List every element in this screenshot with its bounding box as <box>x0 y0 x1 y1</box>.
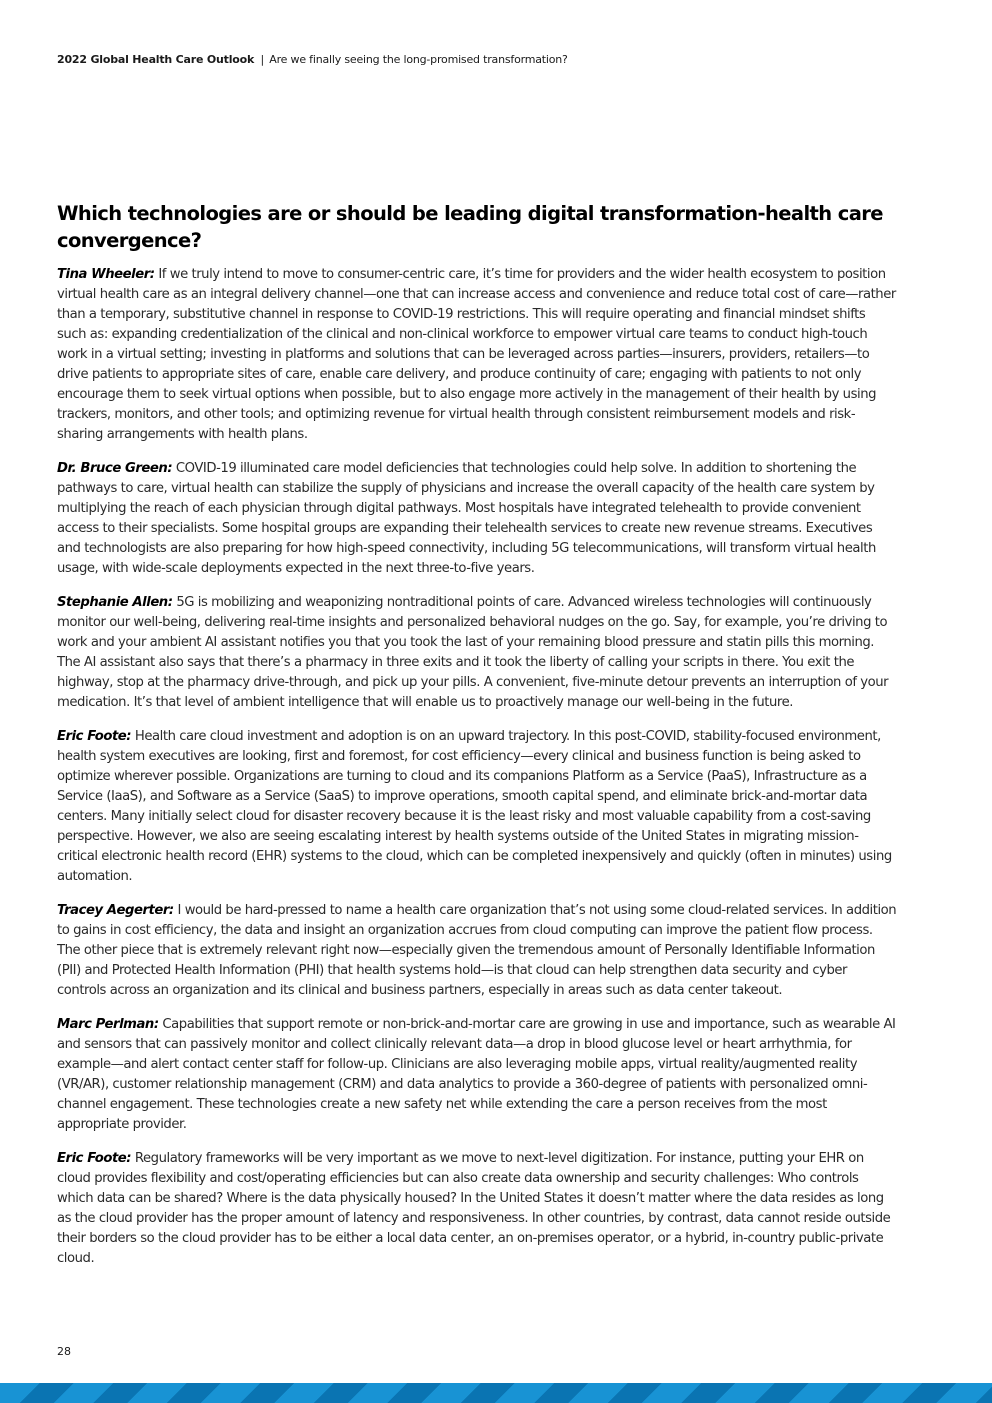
paragraph <box>57 1015 897 1135</box>
paragraph <box>57 459 897 579</box>
speaker-name: Eric Foote: <box>57 729 132 744</box>
paragraph-text: Regulatory frameworks will be very important as we move to next-level digitization. For instance, putting your EHR on cloud provides flexibility and cost/operating efficiencies but can also create data ownership and security challenges: Who controls which data can be shared? Where is the data physically housed? In the United States it doesn’t matter where the data resides as long as the cloud provider has the proper amount of latency and responsiveness. In other countries, by contrast, data cannot reside outside their borders so the cloud provider has to be either a local data center, an on-premises operator, or a hybrid, in-country public-private cloud. <box>57 1151 891 1266</box>
header-separator: | <box>260 53 264 66</box>
section-heading: Which technologies are or should be leading digital transformation-health care convergence? <box>57 202 883 252</box>
publication-subtitle: Are we finally seeing the long-promised transformation? <box>269 53 568 66</box>
running-header <box>57 53 568 66</box>
paragraph-text: I would be hard-pressed to name a health care organization that’s not using some cloud-related services. In addition to gains in cost efficiency, the data and insight an organization accrues from cloud computing can improve the patient flow process. The other piece that is extremely relevant right now—especially given the tremendous amount of Personally Identifiable Information (PII) and Protected Health Information (PHI) that health systems hold—is that cloud can help strengthen data security and cyber controls across an organization and its clinical and business partners, especially in areas such as data center takeout. <box>57 903 897 998</box>
paragraph-text: Capabilities that support remote or non-brick-and-mortar care are growing in use and importance, such as wearable AI and sensors that can passively monitor and collect clinically relevant data—a drop in blood glucose level or heart arrhythmia, for example—and alert contact center staff for follow-up. Clinicians are also leveraging mobile apps, virtual reality/augmented reality (VR/AR), customer relationship management (CRM) and data analytics to provide a 360-degree of patients with personalized omni-channel engagement. These technologies create a new safety net while extending the care a person receives from the most appropriate provider. <box>57 1017 896 1132</box>
paragraph-text: Health care cloud investment and adoption is on an upward trajectory. In this post-COVID, stability-focused environment, health system executives are looking, first and foremost, for cost efficiency—every clinical and business function is being asked to optimize wherever possible. Organizations are turning to cloud and its companions Platform as a Service (PaaS), Infrastructure as a Service (IaaS), and Software as a Service (SaaS) to improve operations, smooth capital spend, and eliminate brick-and-mortar data centers. Many initially select cloud for disaster recovery because it is the least risky and most valuable capability from a cost-saving perspective. However, we also are seeing escalating interest by health systems outside of the United States in migrating mission-critical electronic health record (EHR) systems to the cloud, which can be completed inexpensively and quickly (often in minutes) using automation. <box>57 729 892 884</box>
speaker-name: Tina Wheeler: <box>57 267 155 282</box>
paragraph <box>57 1149 897 1269</box>
speaker-name: Eric Foote: <box>57 1151 132 1166</box>
paragraph-text: COVID-19 illuminated care model deficiencies that technologies could help solve. In addition to shortening the pathways to care, virtual health can stabilize the supply of physicians and increase the overall capacity of the health care system by multiplying the reach of each physician through digital pathways. Most hospitals have integrated telehealth to provide convenient access to their specialists. Some hospital groups are expanding their telehealth services to create new revenue streams. Executives and technologists are also preparing for how high-speed connectivity, including 5G telecommunications, will transform virtual health usage, with wide-scale deployments expected in the next three-to-five years. <box>57 461 876 576</box>
paragraph-text: 5G is mobilizing and weaponizing nontraditional points of care. Advanced wireless technologies will continuously monitor our well-being, delivering real-time insights and personalized behavioral nudges on the go. Say, for example, you’re driving to work and your ambient AI assistant notifies you that you took the last of your remaining blood pressure and statin pills this morning. The AI assistant also says that there’s a pharmacy in three exits and it took the liberty of calling your scripts in there. You exit the highway, stop at the pharmacy drive-through, and pick up your pills. A convenient, five-minute detour prevents an interruption of your medication. It’s that level of ambient intelligence that will enable us to proactively manage our well-being in the future. <box>57 595 889 710</box>
speaker-name: Dr. Bruce Green: <box>57 461 173 476</box>
footer-stripe-band <box>0 1383 992 1403</box>
paragraph-text: If we truly intend to move to consumer-centric care, it’s time for providers and the wider health ecosystem to position virtual health care as an integral delivery channel—one that can increase access and convenience and reduce total cost of care—rather than a temporary, substitutive channel in response to COVID-19 restrictions. This will require operating and financial mindset shifts such as: expanding credentialization of the clinical and non-clinical workforce to empower virtual care teams to conduct high-touch work in a virtual setting; investing in platforms and solutions that can be leveraged across parties—insurers, providers, retailers—to drive patients to appropriate sites of care, enable care delivery, and produce continuity of care; engaging with patients to not only encourage them to seek virtual options when possible, but to also engage more actively in the management of their health by using trackers, monitors, and other tools; and optimizing revenue for virtual health through consistent reimbursement models and risk-sharing arrangements with health plans. <box>57 267 896 442</box>
speaker-name: Stephanie Allen: <box>57 595 173 610</box>
page-number: 28 <box>57 1345 71 1358</box>
article-body <box>57 265 897 1283</box>
paragraph <box>57 265 897 445</box>
speaker-name: Tracey Aegerter: <box>57 903 174 918</box>
publication-title: 2022 Global Health Care Outlook <box>57 53 255 66</box>
paragraph <box>57 901 897 1001</box>
paragraph <box>57 593 897 713</box>
speaker-name: Marc Perlman: <box>57 1017 159 1032</box>
paragraph <box>57 727 897 887</box>
